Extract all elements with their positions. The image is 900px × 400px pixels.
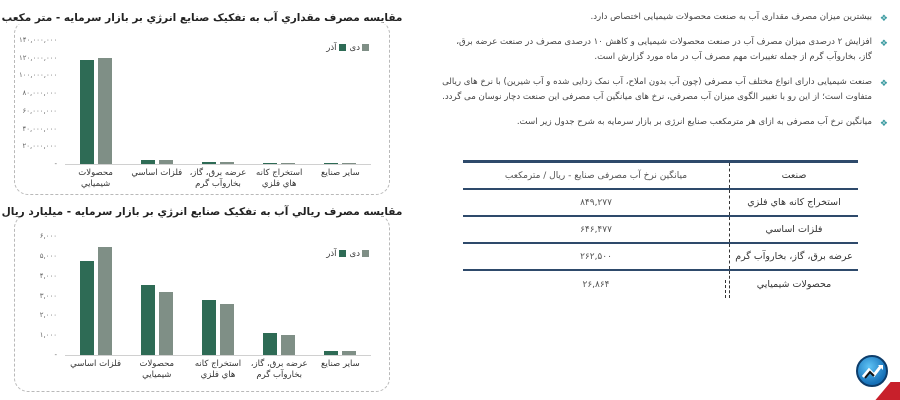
bar-azar	[263, 333, 277, 355]
cell-industry: فلزات اساسي	[765, 224, 823, 235]
bar-azar	[324, 351, 338, 355]
bar-azar	[141, 160, 155, 164]
y-tick-label: ۵,۰۰۰	[39, 251, 57, 260]
diamond-dots-icon: ❖	[879, 39, 888, 49]
bar-dey	[220, 162, 234, 164]
legend-azar: آذر	[326, 249, 345, 259]
x-category-label: عرضه برق، گاز، بخاروآب گرم	[189, 168, 247, 189]
y-tick-label: ۲۰,۰۰۰,۰۰۰	[22, 142, 57, 151]
insights-list	[440, 10, 890, 140]
bar-dey	[281, 335, 295, 355]
y-tick-label: ۴۰,۰۰۰,۰۰۰	[22, 124, 57, 133]
insight-item: ❖ صنعت شیمیایی دارای انواع مختلف آب مصرفی (چون آب بدون املاح، آب نمک زدایی شده و آب شیرین) با نرخ های ریالی متفاوت است؛ از این رو با تغییر الگوی میزان آب مصرفی، نرخ های میانگین آب مصرفی این صنعت دچار نوسان می گردد.	[442, 77, 888, 102]
legend-azar: آذر	[326, 43, 345, 53]
y-tick-label: ۱,۰۰۰	[39, 331, 57, 340]
table-header-row	[463, 160, 858, 190]
bar-dey	[159, 292, 173, 355]
table-row	[463, 271, 858, 298]
rial-chart-plot	[19, 232, 379, 380]
diamond-dots-icon: ❖	[879, 79, 888, 89]
bar-dey	[220, 304, 234, 355]
x-category-label: محصولات شیمیایي	[139, 359, 175, 380]
cell-rate: ۲۶۲,۵۰۰	[580, 251, 612, 262]
bar-azar	[324, 163, 338, 165]
x-category-label: استخراج کانه هاي فلزي	[256, 168, 303, 189]
header-industry: صنعت	[781, 170, 807, 181]
y-tick-label: ۸۰,۰۰۰,۰۰۰	[22, 89, 57, 98]
bar-dey	[98, 247, 112, 355]
x-category-label: سایر صنایع	[321, 168, 360, 178]
table-divider	[725, 280, 726, 298]
quantity-chart	[1, 12, 403, 195]
diamond-dots-icon: ❖	[879, 119, 888, 129]
y-tick-label: ۱۲۰,۰۰۰,۰۰۰	[19, 53, 58, 62]
x-category-label: عرضه برق، گاز، بخاروآب گرم	[250, 359, 308, 380]
x-category-label: فلزات اساسي	[70, 359, 122, 369]
y-tick-label: ۶,۰۰۰	[39, 232, 57, 240]
x-category-label: سایر صنایع	[321, 359, 360, 369]
header-rate: میانگین نرخ آب مصرفی صنایع - ریال / مترمکعب	[504, 170, 688, 181]
bar-azar	[202, 300, 216, 355]
insight-item: ❖ بیشترین میزان مصرف مقداری آب به صنعت محصولات شیمیایی اختصاص دارد.	[440, 10, 890, 25]
y-tick-label: -	[54, 160, 57, 168]
cell-rate: ۶۴۶,۴۷۷	[580, 224, 612, 235]
y-tick-label: ۲,۰۰۰	[39, 311, 57, 320]
x-axis-line	[65, 355, 371, 356]
rial-chart	[1, 206, 403, 392]
bar-dey	[342, 351, 356, 355]
insight-item: ❖ میانگین نرخ آب مصرفی به ازای هر مترمکعب صنایع انرژی بر بازار سرمایه به شرح جدول زیر است.	[440, 115, 890, 130]
cell-rate: ۸۴۹,۲۷۷	[580, 197, 612, 208]
y-tick-label: ۶۰,۰۰۰,۰۰۰	[22, 106, 57, 115]
water-rate-table	[463, 160, 858, 298]
y-tick-label: ۴,۰۰۰	[39, 271, 57, 280]
table-row	[463, 217, 858, 244]
table-row	[463, 244, 858, 271]
x-category-label: استخراج کانه هاي فلزي	[194, 359, 242, 380]
y-tick-label: -	[54, 351, 57, 359]
bar-dey	[281, 163, 295, 165]
bar-azar	[141, 285, 155, 355]
x-axis-line	[65, 164, 371, 165]
cell-industry: محصولات شیمیایي	[756, 279, 832, 290]
bar-dey	[159, 160, 173, 164]
legend-dey: دی	[350, 43, 369, 53]
bar-azar	[80, 60, 94, 164]
bar-dey	[98, 58, 112, 164]
insight-item: ❖ افزایش ۲ درصدی میزان مصرف آب در صنعت محصولات شیمیایی و کاهش ۱۰ درصدی مصرف در صنعت عرضه برق، گاز، بخاروآب گرم از جمله تغییرات مهم مصرف آب در ماه مورد گزارش است.	[456, 37, 888, 62]
legend-dey: دی	[350, 249, 369, 259]
y-tick-label: ۱۴۰,۰۰۰,۰۰۰	[19, 36, 58, 44]
cell-industry: عرضه برق، گاز، بخاروآب گرم	[735, 251, 853, 262]
x-category-label: محصولات شیمیایي	[78, 168, 113, 189]
bar-azar	[263, 163, 277, 165]
bar-dey	[342, 163, 356, 165]
bar-azar	[80, 261, 94, 355]
cell-industry: استخراج کانه هاي فلزي	[747, 197, 841, 208]
trend-chart-logo-icon	[856, 355, 888, 387]
cell-rate: ۲۶,۸۶۴	[582, 279, 610, 290]
y-tick-label: ۳,۰۰۰	[39, 291, 57, 300]
x-category-label: فلزات اساسي	[131, 168, 183, 178]
quantity-chart-title: مقایسه مصرف مقداري آب به تفکیک صنایع انرژي بر بازار سرمایه - متر مکعب	[0, 12, 410, 24]
bar-azar	[202, 162, 216, 164]
table-row	[463, 190, 858, 217]
diamond-dots-icon: ❖	[879, 14, 888, 24]
quantity-chart-plot	[19, 36, 379, 189]
y-tick-label: ۱۰۰,۰۰۰,۰۰۰	[19, 71, 58, 80]
rial-chart-title: مقایسه مصرف ریالي آب به تفکیک صنایع انرژي بر بازار سرمایه - میلیارد ریال	[0, 206, 410, 218]
